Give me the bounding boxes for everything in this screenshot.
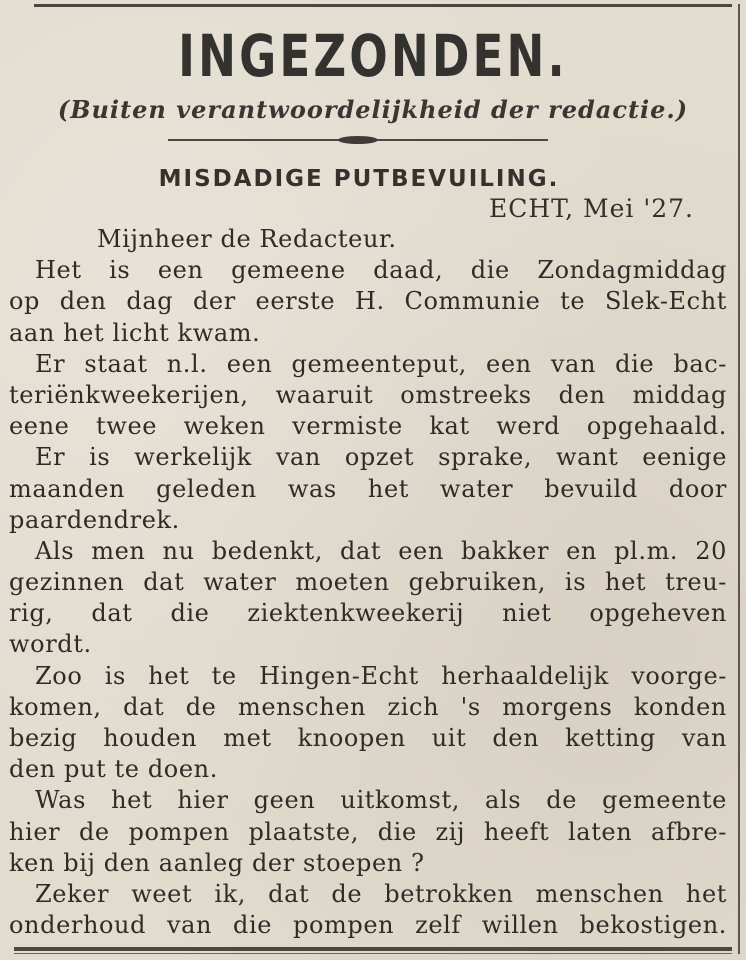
article-title: MISDADIGE PUTBEVUILING. [158,166,560,192]
body-line: Er staat n.l. een gemeenteput, een van die bac- [35,349,727,378]
body-line: paardendrek. [9,505,180,534]
body-line: eene twee weken vermiste kat werd opgehaald. [9,412,727,441]
body-line: op den dag der eerste H. Communie te Slek-Echt [9,287,727,316]
body-line: den put te doen. [9,755,218,784]
body-line: gezinnen dat water moeten gebruiken, is het treu- [9,568,727,597]
body-line: Er is werkelijk van opzet sprake, want eenige [35,443,727,472]
body-line: maanden geleden was het water bevuild door [9,474,727,503]
body-line: bezig houden met knoopen uit den ketting van [9,724,727,752]
article-dateline: ECHT, Mei '27. [488,194,694,223]
body-line: komen, dat de menschen zich 's morgens konden [9,692,727,721]
body-line: Het is een gemeene daad, die Zondagmiddag [35,256,727,285]
ornamental-divider [168,137,548,143]
body-line: teriënkweekerijen, waaruit omstreeks den middag [9,380,727,409]
body-line: rig, dat die ziektenkweekerij niet opgeheven [9,599,727,628]
body-line: ken bij den aanleg der stoepen ? [9,848,425,877]
body-line: onderhoud van die pompen zelf willen bekostigen. [9,911,727,940]
bottom-rule [14,947,732,951]
body-line: aan het licht kwam. [9,318,261,347]
top-rule [34,4,732,7]
body-line: hier de pompen plaatste, die zij heeft laten afbre- [9,817,727,846]
section-heading: INGEZONDEN. [178,22,568,90]
bottom-rule-thin [14,953,732,954]
body-line: Zeker weet ik, dat de betrokken menschen het [35,879,727,908]
body-line: Als men nu bedenkt, dat een bakker en pl.m. 20 [35,536,727,565]
right-column-rule [738,4,740,954]
section-subheading: (Buiten verantwoordelijkheid der redactie.) [57,95,689,124]
body-line: Zoo is het te Hingen-Echt herhaaldelijk voorge- [35,661,727,690]
body-line: wordt. [9,630,92,659]
body-line: Was het hier geen uitkomst, als de gemeente [35,786,727,815]
article-body [9,224,727,941]
salutation: Mijnheer de Redacteur. [97,225,397,253]
